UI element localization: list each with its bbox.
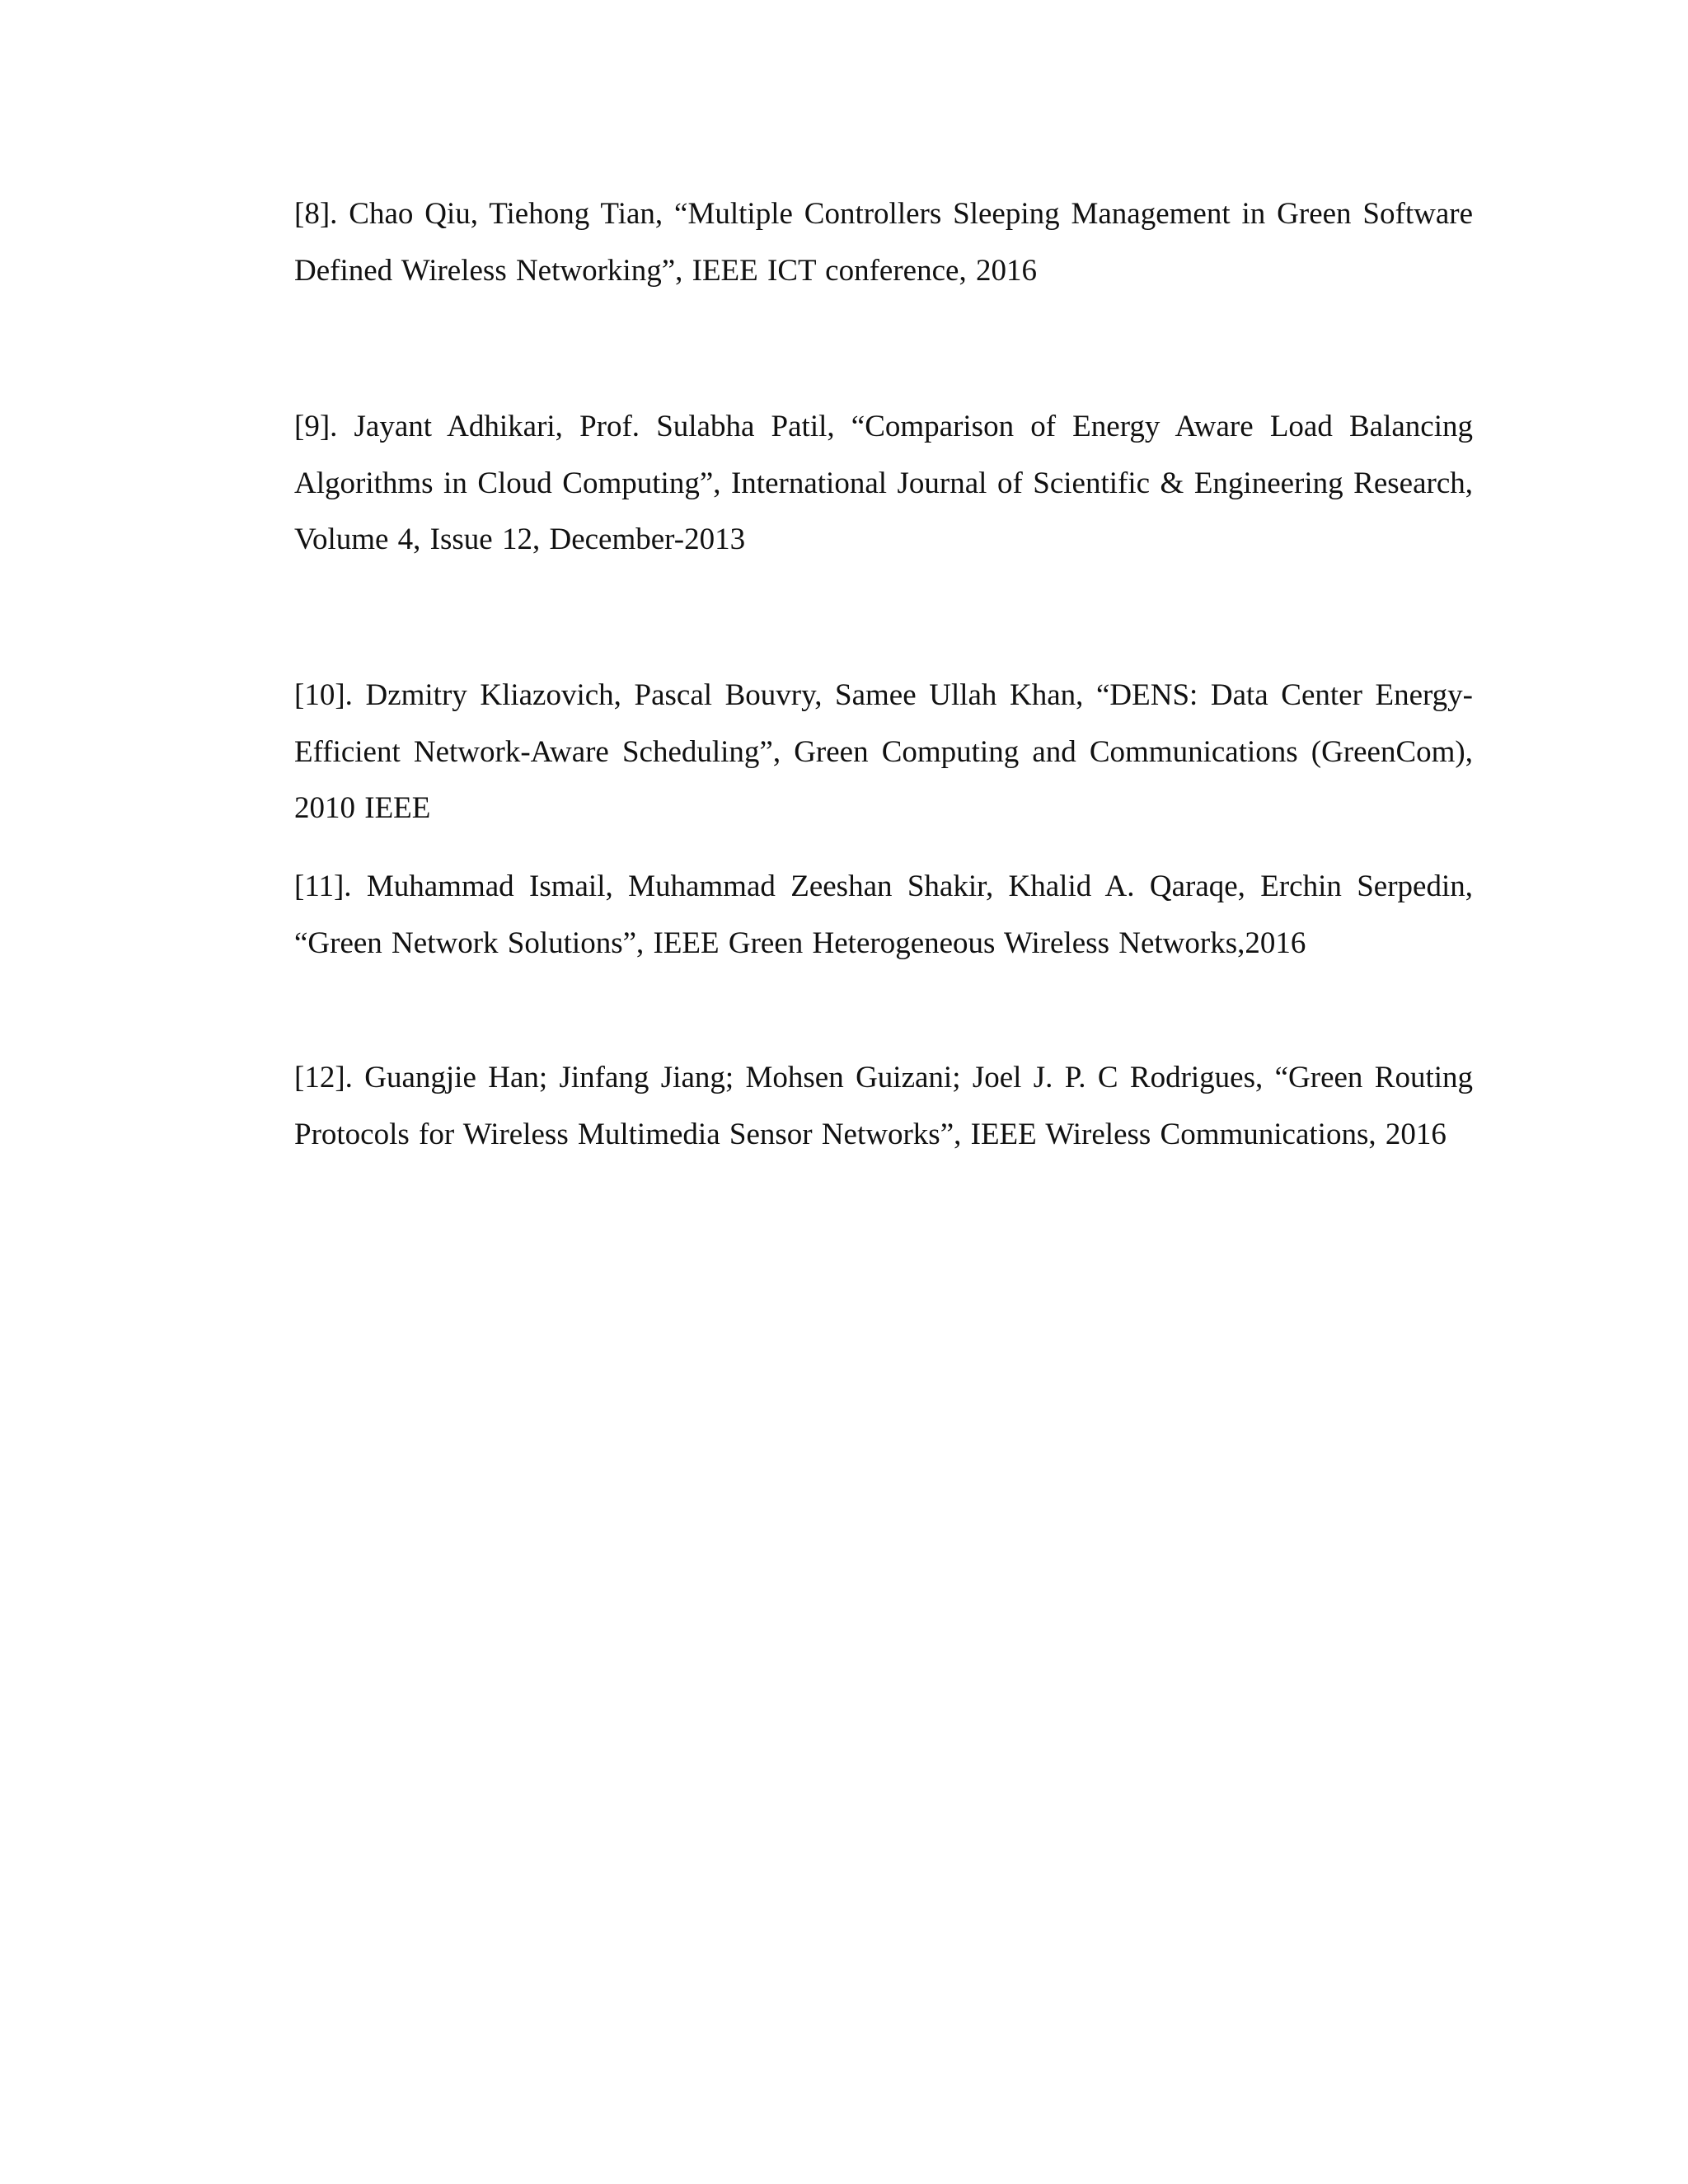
reference-entry-9: [9]. Jayant Adhikari, Prof. Sulabha Patil, “Comparison of Energy Aware Load Balancing Algorithms in Cloud Computing”, International Journal of Scientific & Engineering Research, Volume 4, Issue 12, December-2013 <box>294 410 1473 556</box>
reference-entry-11: [11]. Muhammad Ismail, Muhammad Zeeshan Shakir, Khalid A. Qaraqe, Erchin Serpedin, “Green Network Solutions”, IEEE Green Heterogeneous Wireless Networks,2016 <box>294 869 1473 960</box>
reference-entry-12: [12]. Guangjie Han; Jinfang Jiang; Mohsen Guizani; Joel J. P. C Rodrigues, “Green Routing Protocols for Wireless Multimedia Sensor Networks”, IEEE Wireless Communications, 2016 <box>294 1061 1473 1151</box>
reference-entry-10: [10]. Dzmitry Kliazovich, Pascal Bouvry, Samee Ullah Khan, “DENS: Data Center Energy-Efficient Network-Aware Scheduling”, Green Computing and Communications (GreenCom), 2010 IEEE <box>294 678 1473 825</box>
reference-entry-8: [8]. Chao Qiu, Tiehong Tian, “Multiple Controllers Sleeping Management in Green Software Defined Wireless Networking”, IEEE ICT conference, 2016 <box>294 197 1473 288</box>
